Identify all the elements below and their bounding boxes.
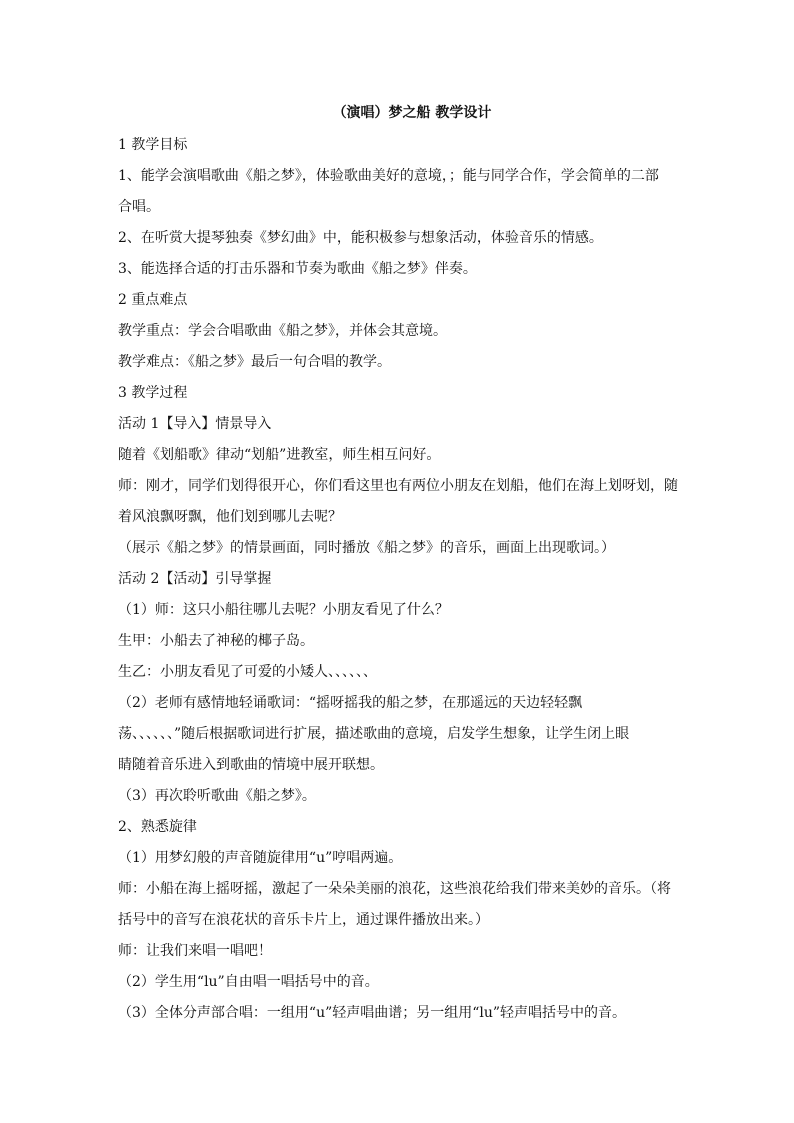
activity-heading: 活动 2【活动】引导掌握 (118, 571, 272, 587)
paragraph-line: 括号中的音写在浪花状的音乐卡片上，通过课件播放出来。） (118, 912, 489, 928)
paragraph-line: （1）用梦幻般的声音随旋律用“u”哼唱两遍。 (118, 850, 403, 866)
paragraph-line: 荡、、、、、、”随后根据歌词进行扩展，描述歌曲的意境，启发学生想象，让学生闭上眼 (118, 726, 630, 742)
document-page (118, 100, 678, 1029)
section-heading: 1 教学目标 (118, 137, 188, 153)
paragraph-line: 3、能选择合适的打击乐器和节奏为歌曲《船之梦》伴奏。 (118, 261, 477, 277)
paragraph-line: （展示《船之梦》的情景画面，同时播放《船之梦》的音乐，画面上出现歌词。） (118, 540, 615, 556)
paragraph-line: 1、能学会演唱歌曲《船之梦》，体验歌曲美好的意境，；能与同学合作，学会简单的二部 (118, 168, 659, 184)
paragraph-line: 生乙：小朋友看见了可爱的小矮人、、、、、、 (118, 664, 377, 680)
paragraph-line: （3）全体分声部合唱：一组用“u”轻声唱曲谱；另一组用“lu”轻声唱括号中的音。 (118, 1005, 627, 1021)
paragraph-line: 着风浪飘呀飘，他们划到哪儿去呢？ (118, 509, 342, 525)
section-heading: 2 重点难点 (118, 292, 188, 308)
paragraph-line: 教学难点：《船之梦》最后一句合唱的教学。 (118, 354, 391, 370)
paragraph-line: 随着《划船歌》律动“划船”进教室，师生相互问好。 (118, 447, 441, 463)
document-title: （演唱）梦之船 教学设计 (332, 105, 492, 121)
paragraph-line: 睛随着音乐进入到歌曲的情境中展开联想。 (118, 757, 384, 773)
section-heading: 3 教学过程 (118, 385, 188, 401)
activity-heading: 活动 1【导入】情景导入 (118, 416, 272, 432)
paragraph-line: （2）学生用“lu”自由唱一唱括号中的音。 (118, 974, 379, 990)
paragraph-line: 师：让我们来唱一唱吧！ (118, 943, 272, 959)
paragraph-line: 2、在听赏大提琴独奏《梦幻曲》中，能积极参与想象活动，体验音乐的情感。 (118, 230, 603, 246)
paragraph-line: 生甲：小船去了神秘的椰子岛。 (118, 633, 314, 649)
paragraph-line: 师：刚才，同学们划得很开心，你们看这里也有两位小朋友在划船，他们在海上划呀划，随 (118, 478, 678, 494)
paragraph-line: 师：小船在海上摇呀摇，激起了一朵朵美丽的浪花，这些浪花给我们带来美妙的音乐。（将 (118, 881, 671, 897)
subsection-heading: 2、熟悉旋律 (118, 819, 197, 835)
paragraph-line: （3）再次聆听歌曲《船之梦》。 (118, 788, 316, 804)
paragraph-line: 合唱。 (118, 199, 160, 215)
paragraph-line: （2）老师有感情地轻诵歌词：“摇呀摇我的船之梦，在那遥远的天边轻轻飘 (118, 695, 583, 711)
paragraph-line: （1）师：这只小船往哪儿去呢？小朋友看见了什么？ (118, 602, 449, 618)
paragraph-line: 教学重点：学会合唱歌曲《船之梦》，并体会其意境。 (118, 323, 447, 339)
